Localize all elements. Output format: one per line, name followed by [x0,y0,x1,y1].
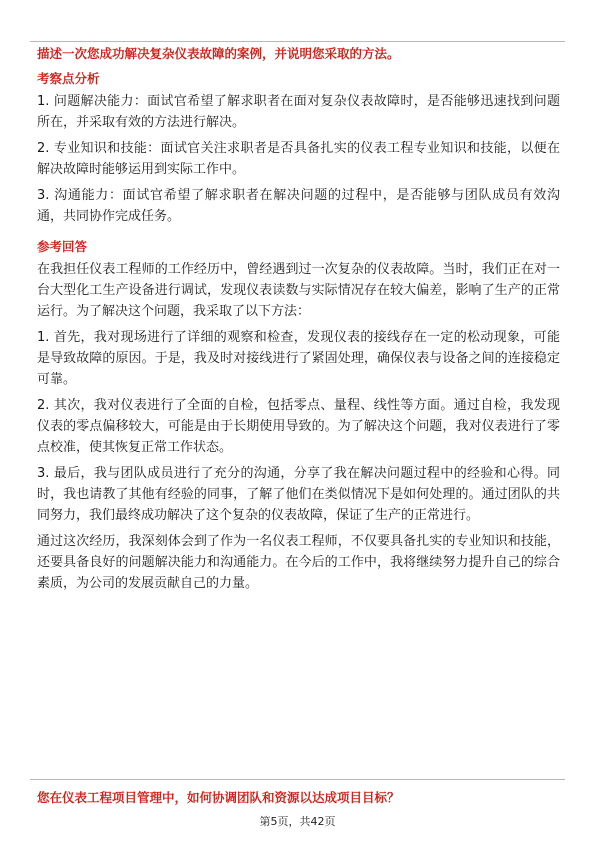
answer-paragraph: 1. 首先，我对现场进行了详细的观察和检查，发现仪表的接线存在一定的松动现象，可能是导致故障的原因。于是，我及时对接线进行了紧固处理，确保仪表与设备之间的连接稳定可靠。 [37,330,560,387]
answer-paragraph: 2. 其次，我对仪表进行了全面的自检，包括零点、量程、线性等方面。通过自检，我发现仪表的零点偏移较大，可能是由于长期使用导致的。为了解决这个问题，我对仪表进行了零点校准，使其恢复正常工作状态。 [37,398,560,455]
answer-title: 参考回答 [37,239,88,254]
analysis-point: 3. 沟通能力：面试官希望了解求职者在解决问题的过程中，是否能够与团队成员有效沟通，共同协作完成任务。 [37,188,560,224]
question-heading: 描述一次您成功解决复杂仪表故障的案例，并说明您采取的方法。 [37,46,400,61]
answer-paragraph: 在我担任仪表工程师的工作经历中，曾经遇到过一次复杂的仪表故障。当时，我们正在对一台大型化工生产设备进行调试，发现仪表读数与实际情况存在较大偏差，影响了生产的正常运行。为了解决这个问题，我采取了以下方法： [37,262,560,319]
top-divider [30,41,565,42]
answer-paragraph: 3. 最后，我与团队成员进行了充分的沟通，分享了我在解决问题过程中的经验和心得。同时，我也请教了其他有经验的同事，了解了他们在类似情况下是如何处理的。通过团队的共同努力，我们最终成功解决了这个复杂的仪表故障，保证了生产的正常进行。 [37,466,560,523]
page-number: 第5页，共42页 [259,815,336,828]
answer-paragraph: 通过这次经历，我深刻体会到了作为一名仪表工程师，不仅要具备扎实的专业知识和技能，还要具备良好的问题解决能力和沟通能力。在今后的工作中，我将继续努力提升自己的综合素质，为公司的发展贡献自己的力量。 [37,534,560,591]
next-question-heading: 您在仪表工程项目管理中，如何协调团队和资源以达成项目目标？ [37,790,400,805]
analysis-point: 2. 专业知识和技能：面试官关注求职者是否具备扎实的仪表工程专业知识和技能，以便在解决故障时能够运用到实际工作中。 [37,141,560,177]
bottom-divider [30,779,565,780]
analysis-point: 1. 问题解决能力：面试官希望了解求职者在面对复杂仪表故障时，是否能够迅速找到问题所在，并采取有效的方法进行解决。 [37,94,560,130]
page-content [37,44,560,599]
analysis-title: 考察点分析 [37,71,100,86]
